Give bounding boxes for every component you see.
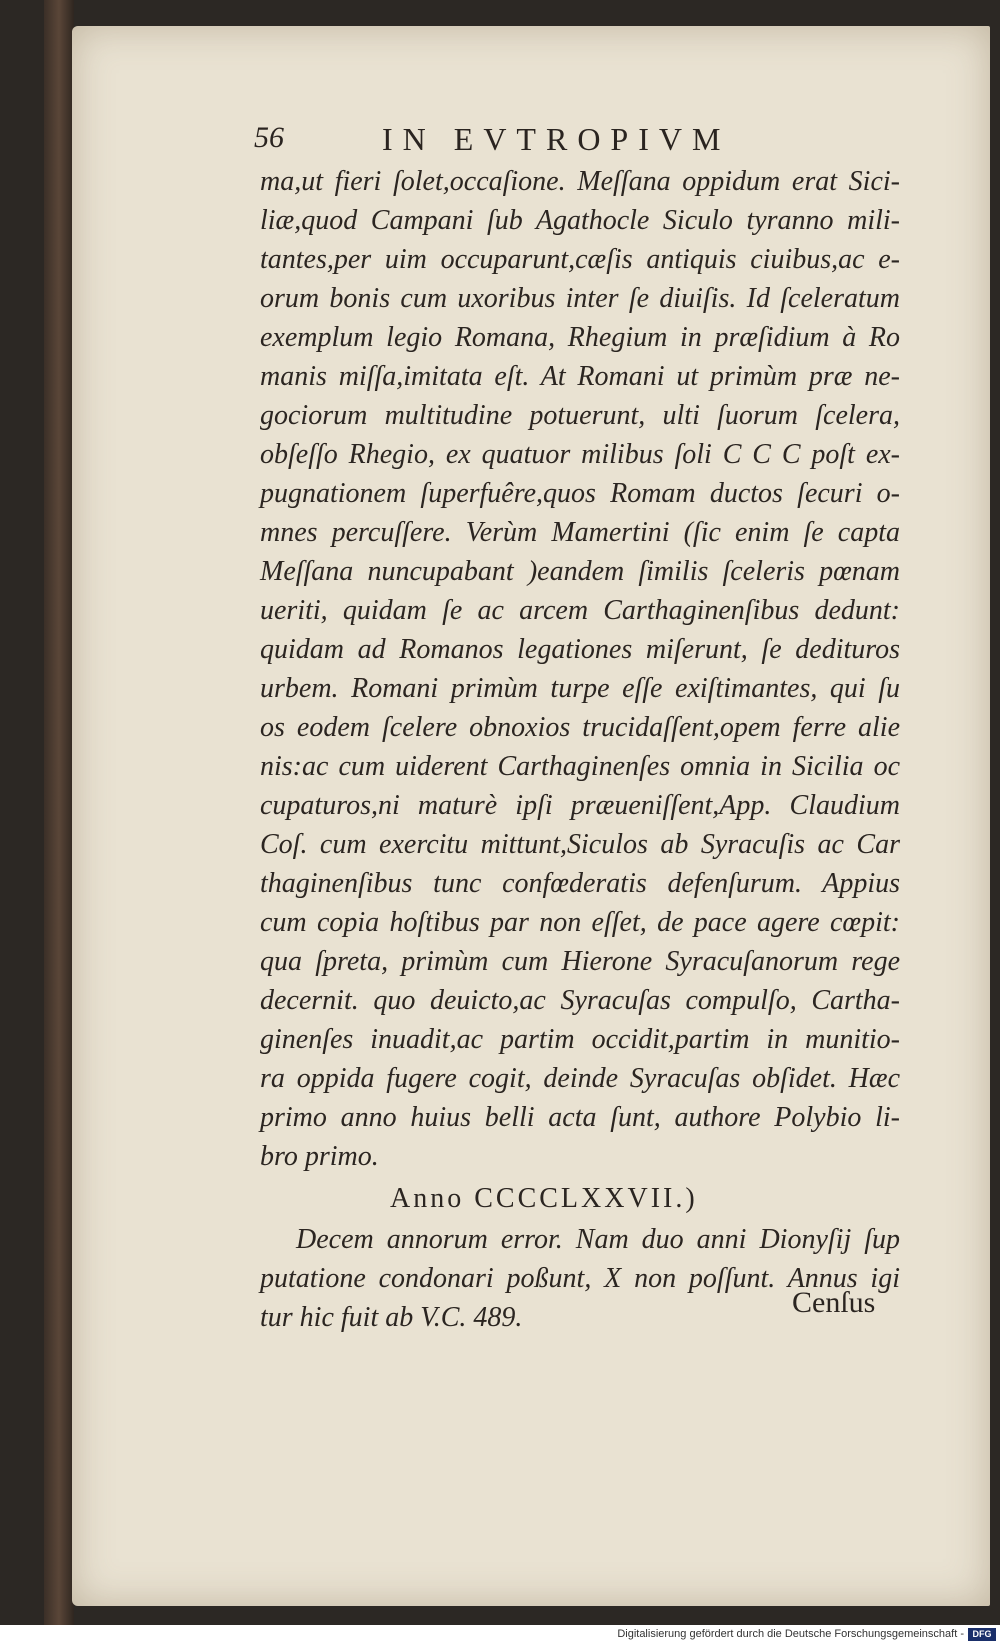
text-line: ginenſes inuadit,ac partim occidit,partim in munitio- xyxy=(260,1024,900,1055)
text-line: obſeſſo Rhegio, ex quatuor milibus ſoli C C C poſt ex- xyxy=(260,439,900,470)
text-line: gociorum multitudine potuerunt, ulti ſuorum ſcelera, xyxy=(260,400,900,431)
text-line: liæ,quod Campani ſub Agathocle Siculo tyranno mili- xyxy=(260,205,900,236)
text-line: ra oppida fugere cogit, deinde Syracuſas obſidet. Hæc xyxy=(260,1063,900,1094)
text-line: exemplum legio Romana, Rhegium in præſidium à Ro xyxy=(260,322,900,353)
text-line: manis miſſa,imitata eſt. At Romani ut primùm præ ne- xyxy=(260,361,900,392)
catchword: Cenſus xyxy=(792,1286,876,1319)
text-line: os eodem ſcelere obnoxios trucidaſſent,opem ferre alie xyxy=(260,712,900,743)
book-page xyxy=(72,26,990,1606)
header-title: IN EVTROPIVM xyxy=(382,121,731,157)
text-line: mnes percuſſere. Verùm Mamertini (ſic enim ſe capta xyxy=(260,517,900,548)
text-line: orum bonis cum uxoribus inter ſe diuiſis. Id ſceleratum xyxy=(260,283,900,314)
text-line: primo anno huius belli acta ſunt, authore Polybio li- xyxy=(260,1102,900,1133)
funding-credit: Digitalisierung gefördert durch die Deutsche Forschungsgemeinschaft - xyxy=(617,1628,964,1640)
text-line: tantes,per uim occuparunt,cæſis antiquis ciuibus,ac e- xyxy=(260,244,900,275)
running-head xyxy=(72,121,990,161)
text-line: tur hic fuit ab V.C. 489. xyxy=(260,1302,523,1333)
text-line: Meſſana nuncupabant )eandem ſimilis ſceleris pœnam xyxy=(260,556,900,587)
text-line: qua ſpreta, primùm cum Hierone Syracuſanorum rege xyxy=(260,946,900,977)
text-line: ma,ut fieri ſolet,occaſione. Meſſana oppidum erat Sici- xyxy=(260,166,900,197)
year-heading: Anno CCCCLXXVII.) xyxy=(390,1183,698,1214)
page-number: 56 xyxy=(254,121,284,154)
text-line: putatione condonari poßunt, X non poſſunt. Annus igi xyxy=(260,1263,900,1294)
text-line: bro primo. xyxy=(260,1141,379,1172)
text-line: quidam ad Romanos legationes miſerunt, ſe dedituros xyxy=(260,634,900,665)
text-line: Coſ. cum exercitu mittunt,Siculos ab Syracuſis ac Car xyxy=(260,829,900,860)
text-line: pugnationem ſuperfuêre,quos Romam ductos ſecuri o- xyxy=(260,478,900,509)
text-line: nis:ac cum uiderent Carthaginenſes omnia in Sicilia oc xyxy=(260,751,900,782)
main-text xyxy=(260,162,900,1337)
footer-bar xyxy=(0,1625,1000,1645)
text-line: decernit. quo deuicto,ac Syracuſas compulſo, Cartha- xyxy=(260,985,900,1016)
dfg-logo-icon: DFG xyxy=(968,1628,996,1641)
text-line: Decem annorum error. Nam duo anni Dionyſij ſup xyxy=(296,1224,900,1255)
text-line: cum copia hoſtibus par non eſſet, de pace agere cœpit: xyxy=(260,907,900,938)
text-line: thaginenſibus tunc confœderatis defenſurum. Appius xyxy=(260,868,900,899)
binding-edge xyxy=(44,0,74,1625)
text-line: urbem. Romani primùm turpe eſſe exiſtimantes, qui ſu xyxy=(260,673,900,704)
text-line: cupaturos,ni maturè ipſi præueniſſent,App. Claudium xyxy=(260,790,900,821)
text-line: ueriti, quidam ſe ac arcem Carthaginenſibus dedunt: xyxy=(260,595,900,626)
